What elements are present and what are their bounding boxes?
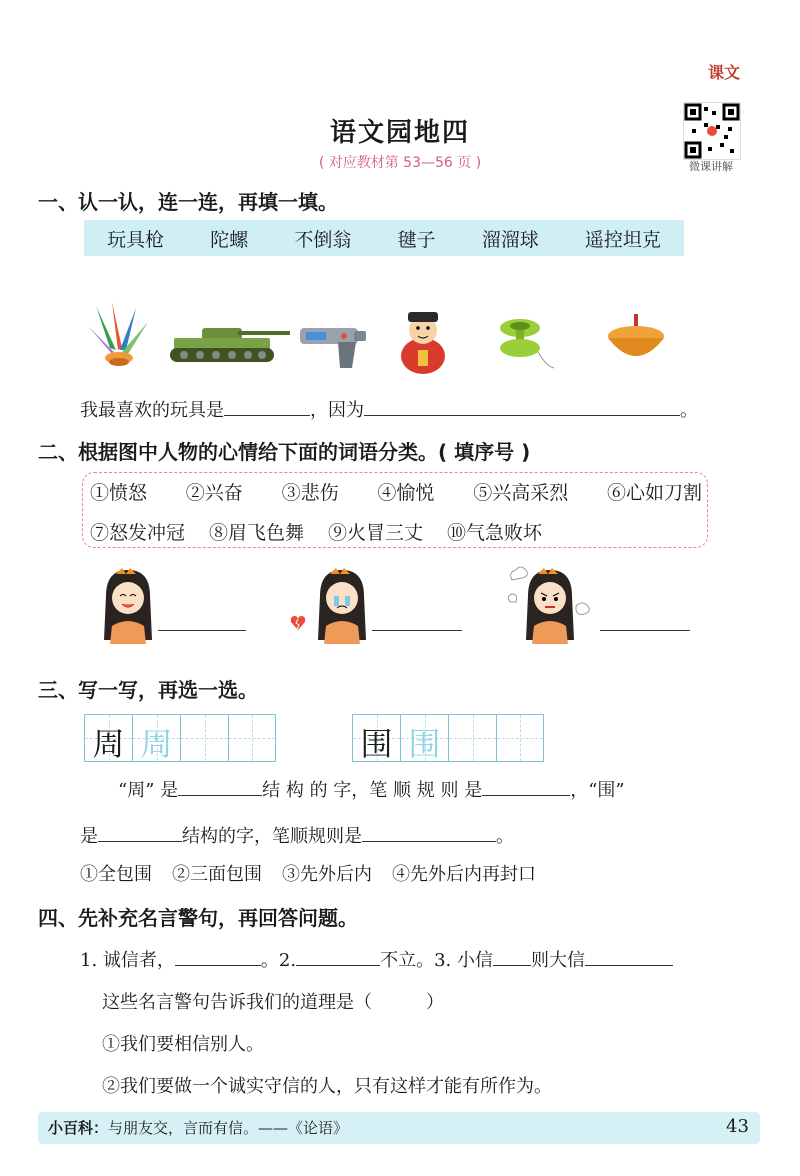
emotion-word[interactable]: ⑧眉飞色舞	[209, 522, 305, 544]
emotion-word[interactable]: ⑤兴高采烈	[473, 482, 569, 504]
stroke-order-options	[80, 860, 536, 886]
emotion-words-row-1	[90, 478, 702, 505]
fill-blank[interactable]	[493, 947, 531, 966]
emotion-word[interactable]: ②兴奋	[185, 482, 243, 504]
fill-blank[interactable]	[224, 397, 310, 416]
footer-label: 小百科：	[48, 1119, 109, 1137]
grid-cell[interactable]	[180, 714, 228, 762]
fill-blank[interactable]	[175, 947, 261, 966]
sentence-text: 我最喜欢的玩具是	[80, 400, 224, 421]
grid-cell[interactable]	[228, 714, 276, 762]
grid-cell[interactable]	[132, 714, 180, 762]
grid-cell[interactable]	[400, 714, 448, 762]
sentence-text: 结 构 的 字，笔 顺 规 则 是	[262, 780, 483, 801]
emotion-word[interactable]: ⑥心如刀割	[606, 482, 702, 504]
fill-blank[interactable]	[364, 397, 680, 416]
favorite-toy-sentence	[80, 396, 698, 422]
sentence-text: 结构的字，笔顺规则是	[182, 826, 362, 847]
emotion-word[interactable]: ①愤怒	[90, 482, 148, 504]
fill-blank[interactable]	[482, 777, 570, 796]
trace-char: 围	[408, 725, 441, 763]
sentence-text: ，“围”	[570, 780, 625, 801]
word-item[interactable]: 陀螺	[210, 228, 249, 251]
model-char: 围	[360, 725, 393, 763]
choice-2[interactable]: ②我们要做一个诚实守信的人，只有这样才能有所作为。	[102, 1076, 552, 1097]
shuttlecock-icon[interactable]	[86, 300, 150, 368]
proverb-fill-line	[80, 946, 673, 972]
sentence-text: 是	[80, 826, 98, 847]
spinning-top-icon[interactable]	[604, 312, 668, 372]
page-title: 语文园地四	[329, 118, 470, 148]
sentence-text: 1. 诚信者，	[80, 950, 175, 971]
sentence-text: 。	[496, 826, 514, 847]
writing-grid-zhou	[84, 714, 284, 762]
tank-icon[interactable]	[168, 318, 292, 366]
sentence-text: 则大信	[531, 950, 585, 971]
fill-blank[interactable]	[98, 823, 182, 842]
qr-label: 微课讲解	[689, 160, 733, 173]
emotion-word[interactable]: ⑩气急败坏	[447, 522, 543, 544]
qr-code-icon[interactable]	[683, 102, 741, 160]
section2-heading: 二、根据图中人物的心情给下面的词语分类。( 填序号 )	[38, 440, 531, 464]
footer-quote: 与朋友交，言而有信。——《论语》	[108, 1119, 349, 1137]
emotion-word[interactable]: ⑨火冒三丈	[328, 522, 424, 544]
corner-label: 课文	[708, 63, 741, 82]
emotion-words-row-2	[90, 518, 542, 545]
tumbler-doll-icon[interactable]	[398, 306, 448, 376]
toy-word-bar	[84, 220, 684, 256]
word-item[interactable]: 溜溜球	[481, 228, 539, 251]
grid-cell	[84, 714, 132, 762]
sentence-text: “周” 是	[118, 780, 179, 801]
fill-blank[interactable]	[362, 823, 496, 842]
emotion-word[interactable]: ③悲伤	[281, 482, 339, 504]
answer-blank[interactable]	[372, 612, 462, 631]
fill-blank[interactable]	[178, 777, 262, 796]
word-item[interactable]: 毽子	[397, 228, 436, 251]
emotion-word[interactable]: ④愉悦	[377, 482, 435, 504]
question-text: 这些名言警句告诉我们的道理是（ ）	[102, 992, 444, 1013]
sentence-text: 。	[680, 400, 698, 421]
model-char: 周	[92, 725, 125, 763]
option-item[interactable]: ②三面包围	[172, 864, 262, 885]
word-item[interactable]: 不倒翁	[294, 228, 352, 251]
page-subtitle: ( 对应教材第 53—56 页 )	[318, 155, 482, 171]
word-item[interactable]: 遥控坦克	[584, 228, 661, 251]
option-item[interactable]: ④先外后内再封口	[392, 864, 536, 885]
section4-heading: 四、先补充名言警句，再回答问题。	[38, 906, 358, 930]
grid-cell[interactable]	[496, 714, 544, 762]
grid-cell	[352, 714, 400, 762]
structure-line-1	[118, 776, 625, 802]
section3-heading: 三、写一写，再选一选。	[38, 678, 258, 702]
answer-blank[interactable]	[600, 612, 690, 631]
option-item[interactable]: ①全包围	[80, 864, 152, 885]
page-number: 43	[726, 1116, 749, 1137]
section1-heading: 一、认一认，连一连，再填一填。	[38, 190, 338, 214]
yoyo-icon[interactable]	[498, 316, 558, 376]
grid-cell[interactable]	[448, 714, 496, 762]
sentence-text: 。2.	[260, 950, 297, 971]
footer-note	[48, 1117, 348, 1138]
toy-gun-icon[interactable]	[298, 320, 368, 370]
broken-heart-icon	[290, 614, 306, 632]
fill-blank[interactable]	[585, 947, 673, 966]
fill-blank[interactable]	[296, 947, 380, 966]
sentence-text: 不立。3. 小信	[380, 950, 493, 971]
word-item[interactable]: 玩具枪	[107, 228, 165, 251]
structure-line-2	[80, 822, 514, 848]
sentence-text: ，因为	[310, 400, 364, 421]
choice-1[interactable]: ①我们要相信别人。	[102, 1034, 264, 1055]
emotion-word[interactable]: ⑦怒发冲冠	[90, 522, 186, 544]
answer-blank[interactable]	[158, 612, 246, 631]
option-item[interactable]: ③先外后内	[282, 864, 372, 885]
writing-grid-wei	[352, 714, 552, 762]
sad-girl-icon	[316, 566, 368, 644]
angry-girl-icon	[506, 562, 596, 644]
trace-char: 周	[140, 725, 173, 763]
happy-girl-icon	[102, 566, 154, 644]
